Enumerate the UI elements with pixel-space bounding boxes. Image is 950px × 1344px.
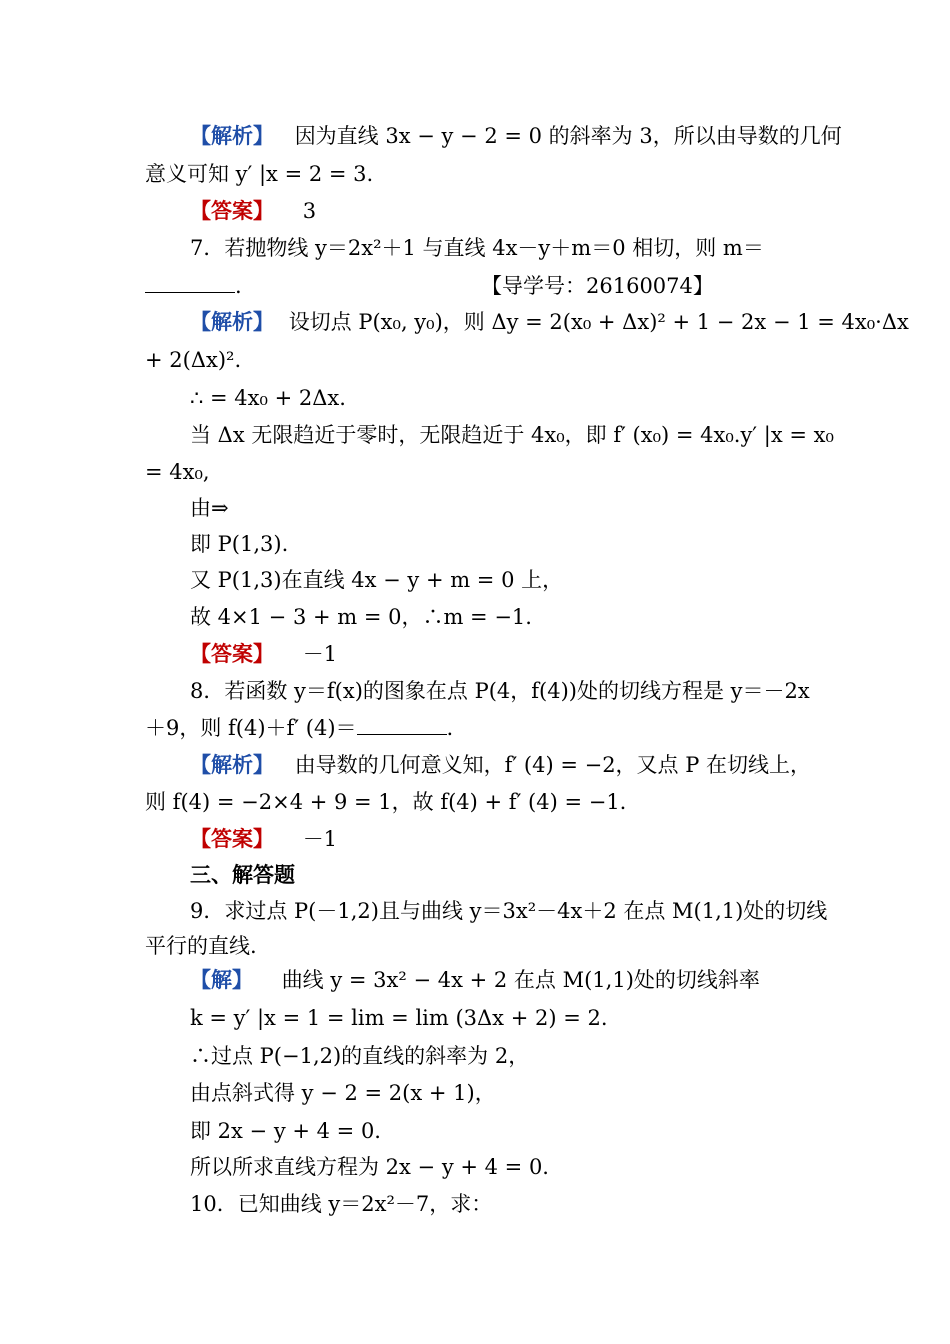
q10-stem-line-1: 10．已知曲线 y＝2x²－7，求： xyxy=(190,1192,493,1216)
q9-stem-line-2: 平行的直线. xyxy=(145,934,257,958)
q9-solution-line-3: ∴过点 P(−1,2)的直线的斜率为 2， xyxy=(190,1044,530,1068)
q6-analysis-line-2: 意义可知 y′ |x = 2 = 3. xyxy=(145,162,374,186)
q8-analysis-text-1: 由导数的几何意义知，f′ (4) = −2，又点 P 在切线上， xyxy=(294,753,812,777)
answer-tag: 【答案】 xyxy=(190,826,274,851)
q7-analysis-line-5: = 4x₀, xyxy=(145,460,210,484)
q9-solution-text-1: 曲线 y = 3x² − 4x + 2 在点 M(1,1)处的切线斜率 xyxy=(281,968,760,992)
answer-tag: 【答案】 xyxy=(190,198,274,223)
q7-stem-period: . xyxy=(235,274,242,298)
analysis-tag: 【解析】 xyxy=(190,309,274,334)
q7-answer-value: －1 xyxy=(302,642,338,666)
q8-answer-line xyxy=(190,825,855,853)
q9-solution-line-6: 所以所求直线方程为 2x − y + 4 = 0. xyxy=(190,1155,549,1179)
q7-analysis-text-1: 设切点 P(x₀, y₀)，则 Δy = 2(x₀ + Δx)² + 1 − 2x − 1 = 4x₀·Δx xyxy=(288,310,909,334)
analysis-tag: 【解析】 xyxy=(190,752,274,777)
q8-stem-text-2: ＋9，则 f(4)＋f′ (4)＝ xyxy=(145,716,357,740)
section-heading: 三、解答题 xyxy=(190,862,295,887)
q8-analysis-line-1 xyxy=(190,751,855,779)
q6-answer-value: 3 xyxy=(302,199,317,223)
answer-tag: 【答案】 xyxy=(190,641,274,666)
q7-analysis-line-7: 即 P(1,3). xyxy=(190,532,289,556)
q7-analysis-line-3: ∴ = 4x₀ + 2Δx. xyxy=(190,386,346,410)
q7-analysis-line-9: 故 4×1 − 3 + m = 0，∴m = −1. xyxy=(190,605,532,629)
q7-analysis-line-6: 由⇒ xyxy=(190,496,229,520)
q9-stem-line-1: 9．求过点 P(－1,2)且与曲线 y＝3x²－4x＋2 在点 M(1,1)处的切线 xyxy=(190,899,828,923)
q9-solution-line-4: 由点斜式得 y − 2 = 2(x + 1)， xyxy=(190,1081,496,1105)
q7-stem-line-2 xyxy=(145,272,810,300)
q7-answer-line xyxy=(190,640,855,668)
q8-stem-line-2 xyxy=(145,714,810,742)
solution-tag: 【解】 xyxy=(190,967,253,992)
q8-analysis-line-2: 则 f(4) = −2×4 + 9 = 1，故 f(4) + f′ (4) = −1. xyxy=(145,790,627,814)
guide-ref: 【导学号：26160074】 xyxy=(481,274,714,298)
q7-analysis-line-8: 又 P(1,3)在直线 4x − y + m = 0 上， xyxy=(190,568,564,592)
q7-analysis-line-1 xyxy=(190,308,909,336)
answer-blank xyxy=(357,716,447,735)
q6-answer-line xyxy=(190,197,855,225)
q8-stem-line-1: 8．若函数 y＝f(x)的图象在点 P(4，f(4))处的切线方程是 y＝－2x xyxy=(190,679,810,703)
q6-analysis-line-1 xyxy=(190,122,855,150)
q7-analysis-line-2: + 2(Δx)². xyxy=(145,348,242,372)
analysis-tag: 【解析】 xyxy=(190,123,274,148)
answer-blank xyxy=(145,274,235,293)
q6-analysis-text-1: 因为直线 3x − y − 2 = 0 的斜率为 3，所以由导数的几何 xyxy=(294,124,842,148)
q7-stem-line-1: 7．若抛物线 y＝2x²＋1 与直线 4x－y＋m＝0 相切，则 m＝ xyxy=(190,236,764,260)
q9-solution-line-1 xyxy=(190,966,855,994)
q7-analysis-line-4: 当 Δx 无限趋近于零时，无限趋近于 4x₀，即 f′ (x₀) = 4x₀.y′ |x = x₀ xyxy=(190,423,834,447)
q9-solution-line-2: k = y′ |x = 1 = lim = lim (3Δx + 2) = 2. xyxy=(190,1006,608,1030)
q8-answer-value: －1 xyxy=(302,827,338,851)
q8-stem-period: . xyxy=(446,716,454,740)
q9-solution-line-5: 即 2x − y + 4 = 0. xyxy=(190,1119,381,1143)
